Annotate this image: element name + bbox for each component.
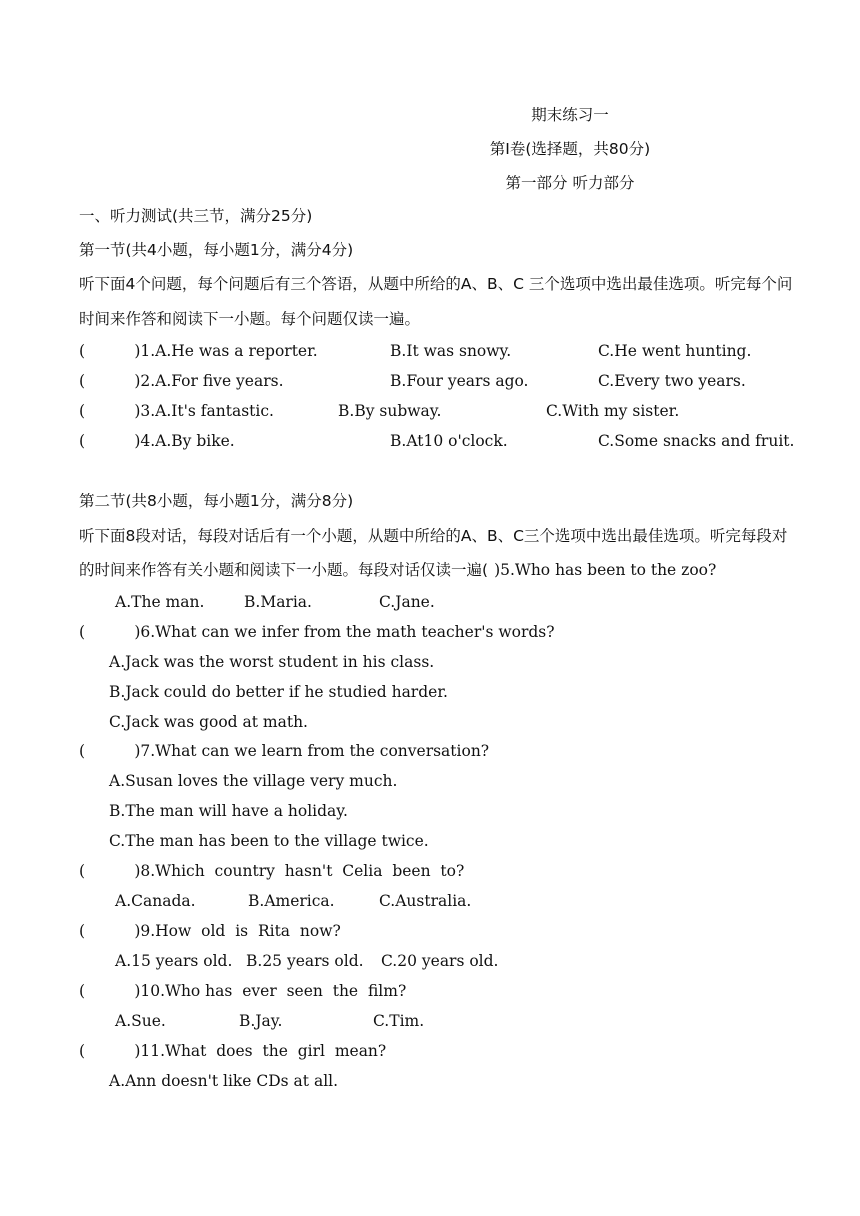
q5-stem: )5.Who has been to the zoo? <box>494 561 717 579</box>
sec2-instructions-text: 的时间来作答有关小题和阅读下一小题。每段对话仅读一遍( <box>79 561 489 579</box>
q7-option-a: A.Susan loves the village very much. <box>109 772 398 790</box>
q9-option-c: C.20 years old. <box>381 952 499 970</box>
q10-option-c: C.Tim. <box>373 1012 425 1030</box>
q2-option-c: C.Every two years. <box>598 372 746 390</box>
q4-stem: ( )4.A.By bike. <box>79 432 235 450</box>
sec1-instructions-line1: 听下面4个问题，每个问题后有三个答语，从题中所给的A、B、C 三个选项中选出最佳选项。听完每个问 <box>79 275 793 293</box>
q10-option-a: A.Sue. <box>115 1012 166 1030</box>
q11-option-a: A.Ann doesn't like CDs at all. <box>109 1072 339 1090</box>
q7-stem: ( )7.What can we learn from the conversation? <box>79 742 490 760</box>
sec1-heading: 第一节(共4小题，每小题1分，满分4分) <box>79 241 354 259</box>
q8-stem: ( )8.Which country hasn't Celia been to? <box>79 862 465 880</box>
q10-option-b: B.Jay. <box>239 1012 283 1030</box>
sec1-instructions-line2: 时间来作答和阅读下一小题。每个问题仅读一遍。 <box>79 310 421 328</box>
q3-option-b: B.By subway. <box>338 402 442 420</box>
q5-option-c: C.Jane. <box>379 593 435 611</box>
sec2-instructions-line2 <box>79 560 716 580</box>
q1-option-b: B.It was snowy. <box>390 342 512 360</box>
q3-stem: ( )3.A.It's fantastic. <box>79 402 274 420</box>
q6-option-a: A.Jack was the worst student in his class. <box>109 653 435 671</box>
q11-stem: ( )11.What does the girl mean? <box>79 1042 387 1060</box>
q9-option-b: B.25 years old. <box>246 952 364 970</box>
q5-option-b: B.Maria. <box>244 593 312 611</box>
q7-option-b: B.The man will have a holiday. <box>109 802 348 820</box>
q8-option-a: A.Canada. <box>115 892 196 910</box>
q8-option-b: B.America. <box>248 892 335 910</box>
volume-heading: 第Ⅰ卷(选择题，共80分) <box>489 140 651 158</box>
sec2-instructions-line1: 听下面8段对话，每段对话后有一个小题，从题中所给的A、B、C三个选项中选出最佳选项。听完每段对 <box>79 527 788 545</box>
q6-option-b: B.Jack could do better if he studied harder. <box>109 683 448 701</box>
q5-option-a: A.The man. <box>115 593 205 611</box>
q6-stem: ( )6.What can we infer from the math teacher's words? <box>79 623 555 641</box>
q3-option-c: C.With my sister. <box>546 402 680 420</box>
part-heading: 第一部分 听力部分 <box>505 174 635 192</box>
sec2-heading: 第二节(共8小题，每小题1分，满分8分) <box>79 492 354 510</box>
q8-option-c: C.Australia. <box>379 892 472 910</box>
q1-option-c: C.He went hunting. <box>598 342 752 360</box>
exam-title: 期末练习一 <box>531 106 609 124</box>
q9-stem: ( )9.How old is Rita now? <box>79 922 341 940</box>
q9-option-a: A.15 years old. <box>115 952 233 970</box>
q10-stem: ( )10.Who has ever seen the film? <box>79 982 407 1000</box>
section-heading: 一、听力测试(共三节，满分25分) <box>79 207 313 225</box>
q2-option-b: B.Four years ago. <box>390 372 529 390</box>
q1-stem: ( )1.A.He was a reporter. <box>79 342 318 360</box>
q2-stem: ( )2.A.For five years. <box>79 372 284 390</box>
q4-option-b: B.At10 o'clock. <box>390 432 508 450</box>
q6-option-c: C.Jack was good at math. <box>109 713 308 731</box>
q7-option-c: C.The man has been to the village twice. <box>109 832 429 850</box>
q4-option-c: C.Some snacks and fruit. <box>598 432 795 450</box>
